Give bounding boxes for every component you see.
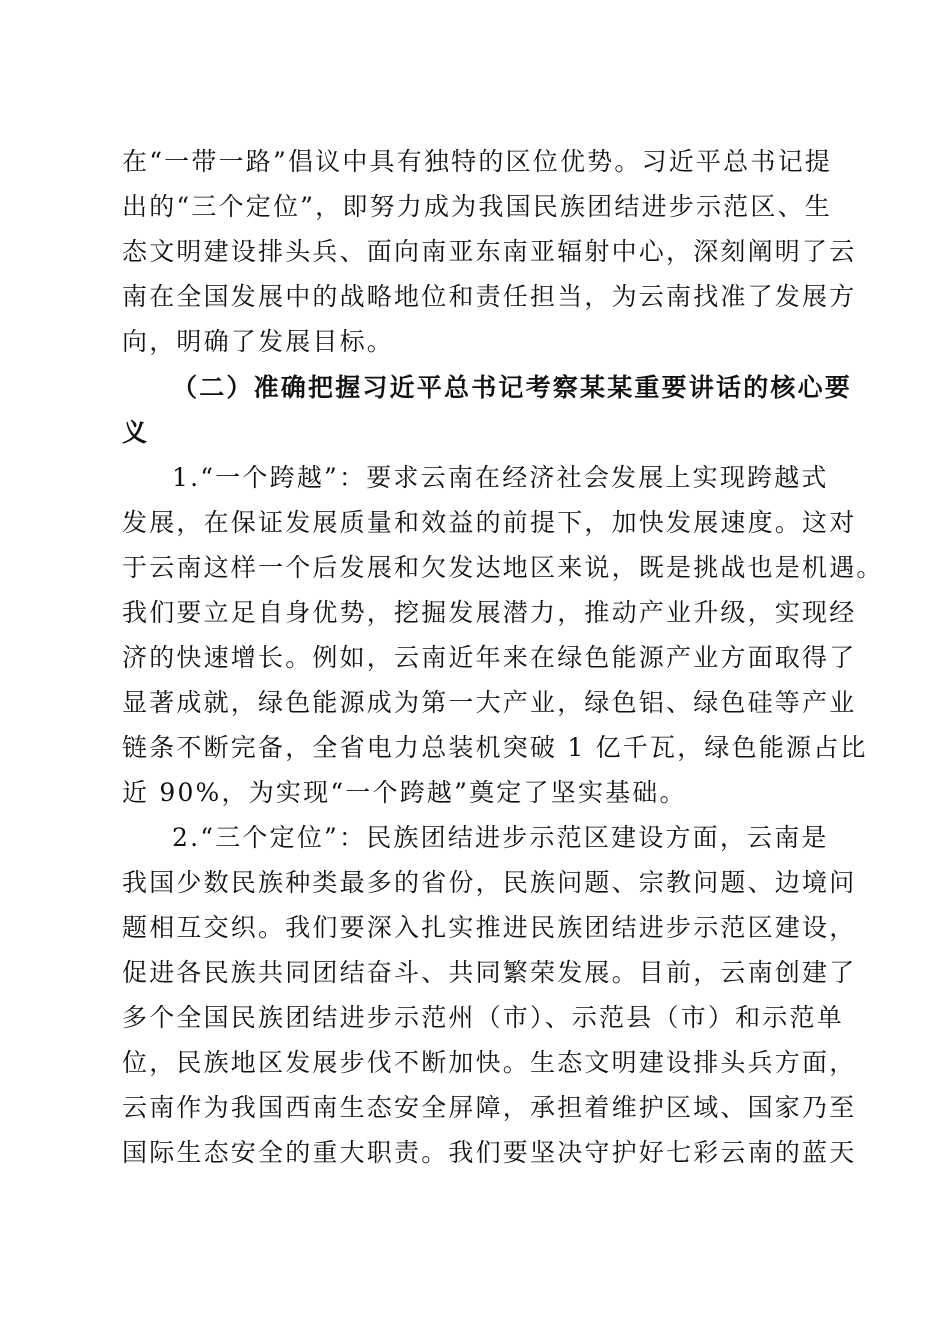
section-heading-continued: 义: [122, 418, 150, 447]
text-line: 多个全国民族团结进步示范州（市）、示范县（市）和示范单: [122, 1003, 844, 1032]
section-heading: （二）准确把握习近平总书记考察某某重要讲话的核心要: [172, 373, 853, 402]
text-line: 出的“三个定位”，即努力成为我国民族团结进步示范区、生: [122, 192, 832, 221]
paragraph-first-line: 1.“一个跨越”：要求云南在经济社会发展上实现跨越式: [172, 463, 829, 492]
text-line: 我们要立足自身优势，挖掘发展潜力，推动产业升级，实现经: [122, 598, 857, 627]
text-line: 在“一带一路”倡议中具有独特的区位优势。习近平总书记提: [122, 147, 832, 176]
text-line: 济的快速增长。例如，云南近年来在绿色能源产业方面取得了: [122, 643, 857, 672]
paragraph-first-line: 2.“三个定位”：民族团结进步示范区建设方面，云南是: [172, 823, 829, 852]
text-line: 我国少数民族种类最多的省份，民族问题、宗教问题、边境问: [122, 868, 857, 897]
text-line: 发展，在保证发展质量和效益的前提下，加快发展速度。这对: [122, 508, 857, 537]
text-line: 近 90%，为实现“一个跨越”奠定了坚实基础。: [122, 778, 687, 807]
text-line: 云南作为我国西南生态安全屏障，承担着维护区域、国家乃至: [122, 1093, 857, 1122]
text-line: 态文明建设排头兵、面向南亚东南亚辐射中心，深刻阐明了云: [122, 237, 857, 266]
text-line: 显著成就，绿色能源成为第一大产业，绿色铝、绿色硅等产业: [122, 688, 857, 717]
text-line: 题相互交织。我们要深入扎实推进民族团结进步示范区建设，: [122, 913, 857, 942]
text-line: 链条不断完备，全省电力总装机突破 1 亿千瓦，绿色能源占比: [122, 733, 868, 762]
text-line: 于云南这样一个后发展和欠发达地区来说，既是挑战也是机遇。: [122, 553, 884, 582]
text-line: 国际生态安全的重大职责。我们要坚决守护好七彩云南的蓝天: [122, 1138, 857, 1167]
text-line: 促进各民族共同团结奋斗、共同繁荣发展。目前，云南创建了: [122, 958, 857, 987]
text-line: 位，民族地区发展步伐不断加快。生态文明建设排头兵方面，: [122, 1048, 857, 1077]
text-line: 向，明确了发展目标。: [122, 327, 395, 356]
text-line: 南在全国发展中的战略地位和责任担当，为云南找准了发展方: [122, 282, 857, 311]
